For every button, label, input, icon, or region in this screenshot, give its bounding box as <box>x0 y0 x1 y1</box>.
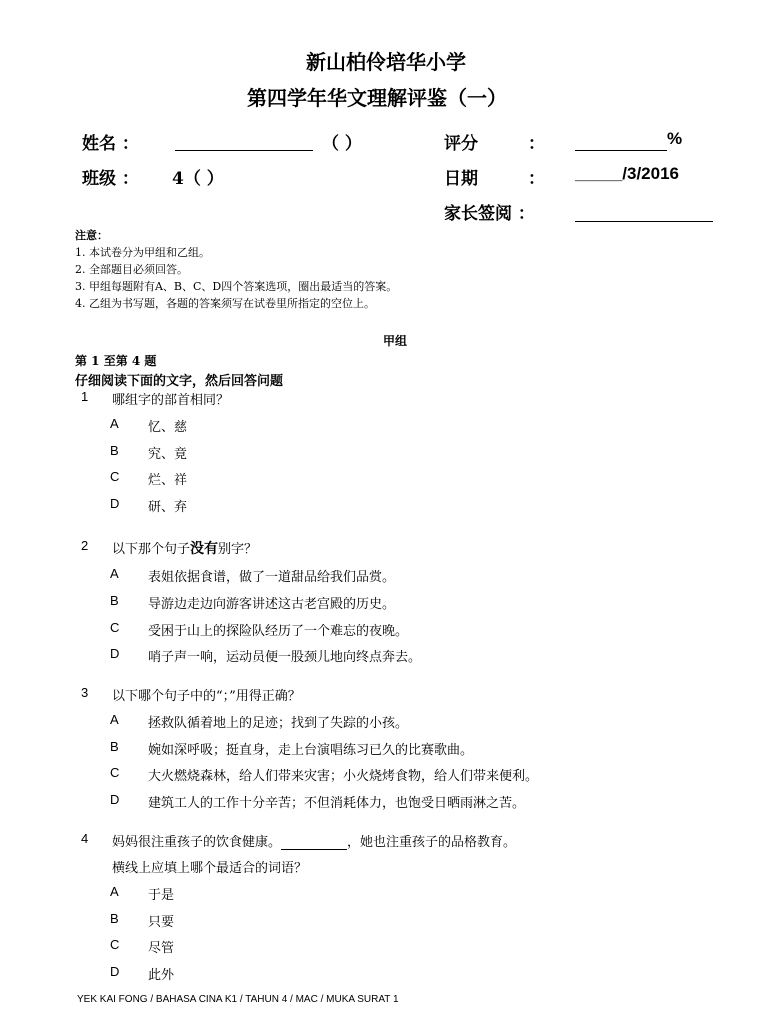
score-unit: % <box>667 129 683 148</box>
date-label: 日期 <box>444 169 478 189</box>
option-text[interactable]: 婉如深呼吸；挺直身，走上台演唱练习已久的比赛歌曲。 <box>148 743 474 758</box>
option-text[interactable]: 此外 <box>148 968 175 983</box>
note-item: 2. 全部题目必须回答。 <box>75 263 188 276</box>
question-text: 妈妈很注重孩子的饮食健康。 ，她也注重孩子的品格教育。 <box>112 835 517 850</box>
option-letter[interactable]: A <box>110 884 119 899</box>
question-number: 1 <box>81 389 89 404</box>
option-text[interactable]: 建筑工人的工作十分辛苦；不但消耗体力，也饱受日晒雨淋之苦。 <box>148 796 526 811</box>
score-line[interactable] <box>575 132 667 151</box>
option-text[interactable]: 表姐依据食谱，做了一道甜品给我们品赏。 <box>148 570 396 585</box>
question-subtext: 横线上应填上哪个最适合的词语？ <box>112 861 308 876</box>
score-label: 评分 <box>444 134 478 154</box>
note-item: 1. 本试卷分为甲组和乙组。 <box>75 246 210 259</box>
option-letter[interactable]: D <box>110 792 120 807</box>
section-range: 第 1 至第 4 题 <box>75 354 157 368</box>
option-letter[interactable]: B <box>110 739 119 754</box>
option-letter[interactable]: B <box>110 443 119 458</box>
name-paren: （ ） <box>322 134 362 154</box>
emphasis-text: 没有 <box>190 541 219 557</box>
question-text: 以下哪个句子中的“；”用得正确？ <box>112 689 301 704</box>
option-text[interactable]: 于是 <box>148 888 175 903</box>
parent-label: 家长签阅 ： <box>444 204 535 224</box>
option-letter[interactable]: C <box>110 469 120 484</box>
question-number: 3 <box>81 685 89 700</box>
option-text[interactable]: 哨子声一响，运动员便一股颈儿地向终点奔去。 <box>148 650 422 665</box>
option-letter[interactable]: C <box>110 765 120 780</box>
score-colon: ： <box>528 134 545 154</box>
option-letter[interactable]: D <box>110 646 120 661</box>
class-value: 4（ ） <box>172 169 224 189</box>
option-text[interactable]: 究、竟 <box>148 447 188 462</box>
option-text[interactable]: 只要 <box>148 915 175 930</box>
school-name: 新山柏伶培华小学 <box>306 50 466 74</box>
section-instruction: 仔细阅读下面的文字，然后回答问题 <box>75 374 284 389</box>
option-letter[interactable]: C <box>110 937 120 952</box>
date-colon: ： <box>528 169 545 189</box>
option-text[interactable]: 尽管 <box>148 941 175 956</box>
date-value: _____/3/2016 <box>575 164 679 183</box>
option-letter[interactable]: A <box>110 712 119 727</box>
question-number: 2 <box>81 538 89 553</box>
option-text[interactable]: 受困于山上的探险队经历了一个难忘的夜晚。 <box>148 624 409 639</box>
option-letter[interactable]: B <box>110 593 119 608</box>
name-label: 姓名 ： <box>82 134 139 154</box>
name-line[interactable] <box>175 132 313 151</box>
note-item: 4. 乙组为书写题，各题的答案须写在试卷里所指定的空位上。 <box>75 297 375 310</box>
option-text[interactable]: 研、弃 <box>148 500 188 515</box>
page-footer: YEK KAI FONG / BAHASA CINA K1 / TAHUN 4 / MAC / MUKA SURAT 1 <box>77 994 399 1005</box>
option-text[interactable]: 导游边走边向游客讲述这古老宫殿的历史。 <box>148 597 396 612</box>
class-label: 班级 ： <box>82 169 139 189</box>
option-text[interactable]: 忆、慈 <box>148 420 188 435</box>
section-title: 甲组 <box>383 334 408 348</box>
exam-title: 第四学年华文理解评鉴（一） <box>247 86 507 110</box>
option-letter[interactable]: B <box>110 911 119 926</box>
option-letter[interactable]: D <box>110 496 120 511</box>
parent-sign-line[interactable] <box>575 203 713 222</box>
option-text[interactable]: 拯救队循着地上的足迹；找到了失踪的小孩。 <box>148 716 409 731</box>
option-letter[interactable]: A <box>110 566 119 581</box>
question-text: 哪组字的部首相同？ <box>112 393 230 408</box>
option-text[interactable]: 大火燃烧森林，给人们带来灾害；小火烧烤食物，给人们带来便利。 <box>148 769 539 784</box>
option-letter[interactable]: C <box>110 620 120 635</box>
option-letter[interactable]: D <box>110 964 120 979</box>
fill-in-blank <box>281 835 347 850</box>
notes-title: 注意： <box>75 229 108 242</box>
question-text: 以下那个句子没有别字？ <box>112 541 258 557</box>
option-text[interactable]: 烂、祥 <box>148 473 188 488</box>
question-number: 4 <box>81 831 89 846</box>
option-letter[interactable]: A <box>110 416 119 431</box>
note-item: 3. 甲组每题附有A、B、C、D四个答案选项，圈出最适当的答案。 <box>75 280 398 293</box>
